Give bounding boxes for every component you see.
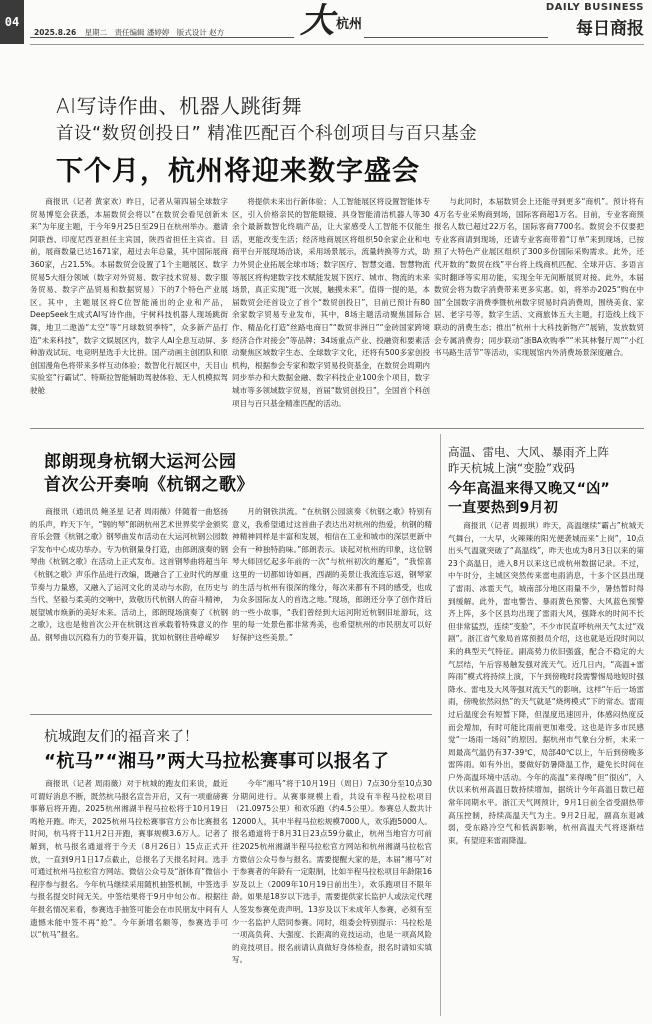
- header-divider-left: [30, 37, 294, 38]
- header-rule: [30, 44, 644, 45]
- column-rule-right: [440, 434, 441, 1016]
- header-divider-right: [364, 37, 548, 38]
- issue-editor: 责任编辑 潘婷婷: [114, 28, 170, 37]
- lead-headline: 下个月，杭州将迎来数字盛会: [56, 156, 420, 187]
- story4-body-col: 商报讯（记者 周振琪）昨天，高温继续“霸占”杭城天气舞台，一大早，火辣辣的阳光便袭城而来“上岗”，10点出头气温就突破了“高温线”，昨天也成为8月3日以来的第23个高温日，进入8月以来这已成杭州数据记录。不过，中午时分，主城区突然传来雷电雨消息，十多个区县出现了雷雨、冰雹天气，城南部分地区雨量不少，暑热暂时得到缓解。此外，雷电警告、暴雨黄色预警、大风蓝色预警齐上阵，多个区县均出现了雷雨大风，强降水的时间不长但非常猛烈，连续“变脸”，不少市民直呼杭州天气太过“戏剧”。浙江省气象局首席预报员介绍，这也就是近段时间以来的典型天气特征。副高势力依旧强盛，配合不稳定的大气层结，午后容易触发强对流天气。近几日内，“高温+雷阵雨”模式将持续上演，下午到傍晚时段需警惕局地短时强降水、雷电及大风等强对流天气的影响。这样“午后一场雷雨，傍晚依然闷热”的天气就是“烧烤模式”下的常态。雷雨过后温度会有短暂下降，但湿度迅速回升，体感闷热度反而会增加，有时可能比雨前更加难受。这也是许多市民感觉“一场雨一场闷”的原因。据杭州市气象台分析，未来一周最高气温仍有37-39℃，局部40℃以上，午后到傍晚多雷阵雨。如有外出，要做好防暑降温工作，避免长时间在户外高温环境中活动。今年的高温“来得晚”但“很凶”，入伏以来杭州高温日数持续增加，据统计今年高温日数已超常年同期水平。浙江天气网预计，9月1日前全省受副热带高压控制，持续高温天气为主。9月2日起，副高东退减弱，受东路冷空气和低涡影响，杭州高温天气将逐渐结束，有望迎来雷雨降温。: [448, 521, 644, 845]
- story3-body-col-2: 今年“湘马”将于10月19日（周日）7点30分至10点30分期间进行。从赛事规模上看，共设有半程马拉松项目（21.0975公里）和欢乐跑（约4.5公里）。参赛总人数共计12000人，其中半程马拉松规模7000人，欢乐跑5000人。报名通道将于8月31日23点59分截止，杭州当地官方可前往2025杭州湘湖半程马拉松官方网站和杭州湘湖马拉松官方微信公众号参与报名。需要提醒大家的是，本届“湘马”对于参赛者的年龄有一定限制，比如半程马拉松项目年龄限16岁及以上（2009年10月19日前出生），欢乐跑项目不限年龄。如果是18岁以下选手，需要提供家长监护人或法定代理人签发参赛免责声明。13岁及以下未成年人参赛，必须有至少一名监护人陪同参赛。同时，组委会特别提示：马拉松是一项高负荷、大强度、长距离的竞技运动，也是一项高风险的竞技项目。报名前请认真做好身体检查，报名时请如实填写。: [232, 779, 432, 965]
- brand-english: DAILY BUSINESS: [545, 2, 644, 13]
- story4-headline-2: 一直要热到9月初: [448, 500, 559, 516]
- section-big-glyph: 大: [300, 1, 334, 41]
- story3-kicker: 杭城跑友们的福音来了！: [44, 729, 198, 745]
- page-header: [0, 0, 652, 44]
- brand-chinese: 每日商报: [576, 19, 644, 39]
- issue-weekday: 星期二: [84, 28, 108, 37]
- page-number: 04: [0, 0, 24, 44]
- story4-headline-1: 今年高温来得又晚又“凶”: [448, 481, 611, 497]
- section-rule-1: [30, 428, 644, 429]
- section-city: 杭州: [336, 17, 363, 32]
- story2-headline-1: 郎朗现身杭钢大运河公园: [44, 452, 237, 472]
- story2-headline-2: 首次公开奏响《杭钢之歌》: [44, 475, 254, 495]
- story3-headline: “杭马”“湘马”两大马拉松赛事可以报名了: [44, 751, 390, 772]
- lead-body-col-3: 与此同时，本届数贸会上还能寻到更多“商机”。预计将有4万名专业采购商到场，国际客商超1万名。目前，专业客商预报名人数已超过22万名，国际客商7700名。数贸会不仅要把专业客商请到现场，还请专业客商带着“订单”来到现场，已按照了大特色产业展区组织了300多份国际采购需求。此外，还代开数的“数贸在线”平台将上线商机匹配、全球开店、多语言实时翻译等实用功能，实现全年无间断展贸对接。此外，本届数贸会将为数字消费带来更多实惠。如，将举办2025“购在中国”全国数字消费季暨杭州数字贸易时尚消费周，围绕美食、家居、老字号等，数字生活、文商旅体五大主题，打造线上线下联动的消费生态；推出“杭州十大科技新物产”展销，发放数贸会专属消费券；同步联动“浙BA欢购季”“米其林餐厅周”“小红书马路生活节”等活动，实现展馆内外消费场景深度融合。: [434, 197, 644, 358]
- story4-kicker-2: 昨天杭城上演“变脸”戏码: [448, 461, 575, 475]
- story2-body-col-2: 月的钢铁洪流。“在杭钢公园演奏《杭钢之歌》特别有意义，我希望通过这首曲子表达出对杭州的热爱，杭钢的精神精神同样是丰富和发展，相信在工业和城市的深层更新中会有一种独特韵味。”郎朗表示。谈起对杭州的印象，这位钢琴大师回忆起多年前的一次“与杭州初次的邂逅”，“我惊喜这里的一切都如诗如画，西湖的美景让我流连忘返，钢琴家的生活与杭州有很深的缘分，每次来都有不同的感受，也成为众多国际友人的首选之地。”现场，郎朗还分享了创作背后的一些小故事，“我们曾经到大运河附近杭钢旧址游玩，这里的每一处景色都非常秀美，也希望杭州的市民朋友可以好好保护这些美景。”: [232, 507, 432, 642]
- section-rule-2: [30, 714, 432, 715]
- lead-body-col-2: 将提供未来出行新体验；人工智能展区将设置智能体专区，引入价格亲民的智能眼镜、具身智能清洁机器人等30余个最新数智化终端产品，让大家感受人工智能不仅能生活，更能改变生活；经济地商展区将组织50余家企业和电商平台开展现场洽谈，采用场景展示，流量转换等方式，助力外贸企业拓展全球市场；数字医疗、智慧交通、智慧物流等展区将构建数字技术赋能发展下医疗、城市、物流的未来场景，真正实现“逛一次展，触摸未来”。值得一提的是，本届数贸会还首设立了首个“数贸创投日”，目前已预计有80余家数字贸易专业发布，其中，8场主题活动聚焦国际合作、精品化打造“丝路电商日”“数贸非洲日”“金砖国家跨境经济合作对接会”等品牌；34场重点产业、投融资和要素活动聚焦区域数字生态、全球数字文化，还将有500多家创投机构，根据参会专家和数字贸易投资基金，在数贸会周期内同步举办和大数据金融、数字科技企业100余个项目，数字城市等多领域数字贸易，首届“数贸创投日”，全国首个科创项目与百只基金精准匹配的活动。: [232, 197, 430, 408]
- story4-kicker-1: 高温、雷电、大风、暴雨齐上阵: [448, 445, 609, 459]
- section-mark: [300, 1, 363, 41]
- story2-body-col-1: 商报讯（通讯员 鲍圣星 记者 周雨薇）伴随着一曲悠扬的乐声，昨天下午，“钢的琴”郎朗杭州艺术世界奖学金颁奖音乐会暨《杭钢之歌》钢琴曲发布活动在大运河杭钢公园数字发布中心成功举办。专为杭钢量身打造，由郎朗演奏的钢琴曲《杭钢之歌》在活动上正式发布。这首钢琴曲将超当年《杭钢之歌》声乐作品进行改编，既融合了工业时代的厚重节奏与力量感，又融入了运河文化的灵动与水韵，在历史与当代、坚毅与柔美的交响中，致敬历代杭钢人的奋斗精神，展望城市焕新的美好未来。活动上，郎朗现场演奏了《杭钢之歌》，这也是他首次公开在杭钢这首承载着特殊意义的作品。钢琴曲以沉稳有力的节奏开篇，犹如杭钢往昔峥嵘岁: [30, 507, 228, 642]
- lead-kicker-1: AI写诗作曲、机器人跳街舞: [56, 94, 303, 118]
- lead-kicker-2: 首设“数贸创投日” 精准匹配百个科创项目与百只基金: [56, 124, 478, 144]
- issue-designer: 版式设计 赵方: [176, 28, 225, 37]
- lead-body-col-1: 商报讯（记者 黄家欢）昨日，记者从第四届全球数字贸易博览会获悉，本届数贸会将以“在数贸会看见创新未来”为年度主题，于今年9月25日至29日在杭州举办。邀请阿联酋、印度尼西亚担任主宾国，陕西省担任主宾省。目前，展商数量已达1671家，超过去年总量，其中国际展商360家，占21.5%。本届数贸会设置了1个主题展区、数字贸易5大细分领域（数字对外贸易、数字技术贸易、数字服务贸易、数字产品贸易和数据贸易）下的7个特色产业展区。其中，主题展区将C位智能涌出的企业和产品，DeepSeek生成式AI写诗作曲，宇树科技机器人现场跳街舞，地卫二遨游“太空”等“月球数贸季特”，众多新产品打造“未来科技”，数字文娱展区内，数字人AI全息互动屏、多种游戏试玩、电竞明星选手大比拼。国产动画主创团队和原创国漫角色将带来多样互动体验；数智化行展区中，天目山实验室“行霸试”、特斯拉智能辅助驾驶体验、无人机模拟驾驶舱: [30, 197, 228, 395]
- story3-body-col-1: 商报讯（记者 周雨薇）对于杭城的跑友们来说，最近可谓好消息不断，既然杭马报名宣告开启，又有一项重磅赛事幕后将开跑。2025杭州湘湖半程马拉松将于10月19日鸣枪开跑。昨天，2025杭州马拉松赛事官方公布比赛报名时间，杭马将于11月2日开跑，赛事规模3.6万人。记者了解到，杭马报名通道将于今天（8月26日）15点正式开放，一直到9月1日17点截止，总报名了天报名时间。选手可通过杭州马拉松官方网站、微信公众号及“浙体育”微信小程序参与报名。今年杭马继续采用随机抽签机制，中签选手与报名提交时间无关。中签结果将于9月中旬公布。根据往年报名情况来看，参赛选手抽签可能会在市民朋友中间有人遗憾未能中签不再“抢”。今年新增名额等，参赛选手可以“杭马”报名。: [30, 779, 228, 940]
- issue-date: 2025.8.26: [34, 28, 77, 37]
